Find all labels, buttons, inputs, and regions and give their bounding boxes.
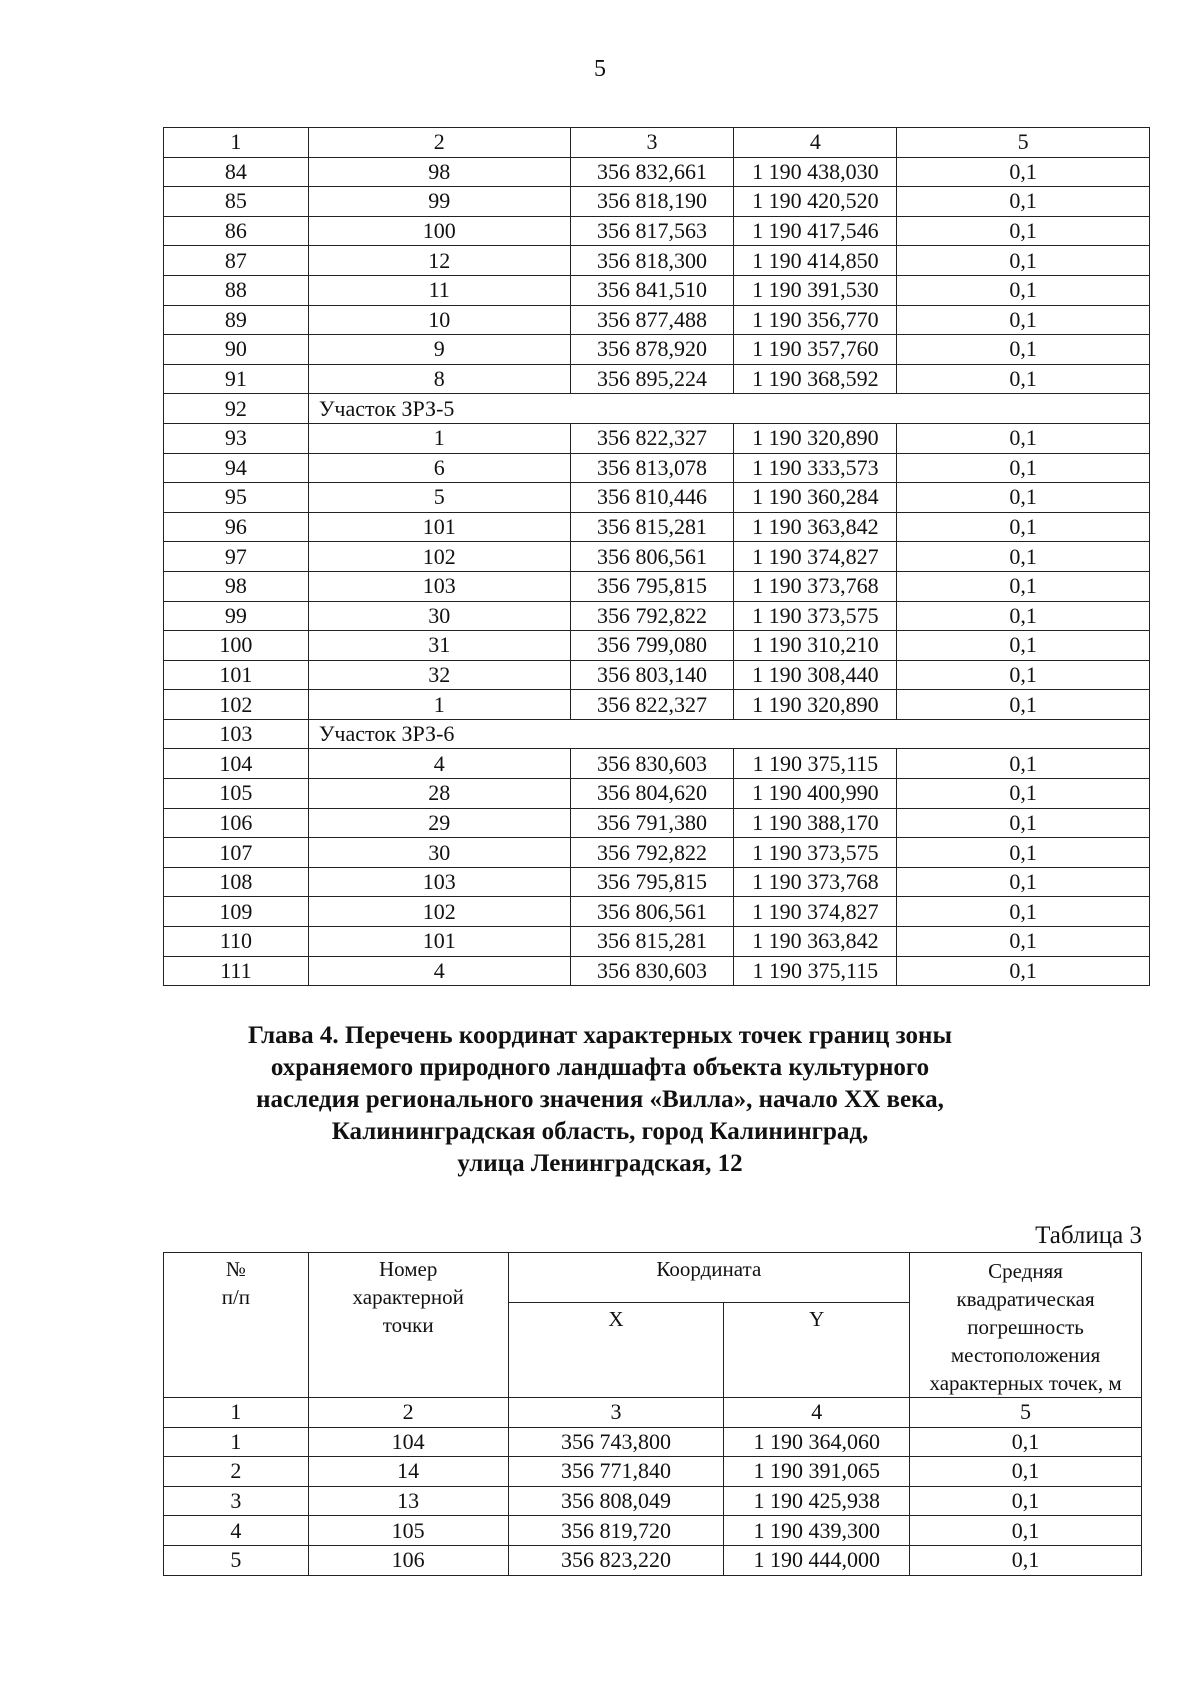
heading-line: охраняемого природного ландшафта объекта культурного: [270, 1054, 930, 1081]
header-error-line: местоположения: [950, 1343, 1101, 1367]
index-cell: 4: [724, 1398, 910, 1428]
table-cell: 108: [164, 867, 309, 897]
header-error-line: квадратическая: [956, 1287, 1095, 1311]
header-error-cell: [910, 1253, 1142, 1398]
table-cell: 1 190 368,592: [734, 364, 897, 394]
table-cell: 0,1: [897, 867, 1150, 897]
table-cell: 98: [308, 157, 570, 187]
table-cell: 1 190 438,030: [734, 157, 897, 187]
page-number: 5: [594, 56, 606, 82]
table-cell: 13: [308, 1486, 508, 1516]
table-cell: 0,1: [897, 897, 1150, 927]
table-cell: 1 190 320,890: [734, 690, 897, 720]
table-cell: 1 190 373,768: [734, 867, 897, 897]
table-cell: 92: [164, 394, 309, 424]
table-cell: 85: [164, 187, 309, 217]
table-cell: 93: [164, 423, 309, 453]
table-cell: 2: [308, 128, 570, 158]
table-cell: 356 818,300: [570, 246, 734, 276]
table-cell: 5: [164, 1545, 309, 1575]
table-cell: 100: [164, 631, 309, 661]
table-row: [164, 275, 1150, 305]
index-cell: 1: [164, 1398, 309, 1428]
table-cell: 0,1: [897, 927, 1150, 957]
table-cell: 356 878,920: [570, 335, 734, 365]
table-row: [164, 867, 1150, 897]
table-cell: 12: [308, 246, 570, 276]
table-cell: 102: [308, 542, 570, 572]
index-row: [164, 128, 1150, 158]
table-row: [164, 453, 1150, 483]
table-cell: 1: [308, 423, 570, 453]
table-cell: 101: [308, 927, 570, 957]
table-cell: 107: [164, 838, 309, 868]
coordinates-table-3: [163, 1252, 1142, 1576]
table-cell: 0,1: [910, 1545, 1142, 1575]
table-cell: 0,1: [897, 542, 1150, 572]
table-row: [164, 690, 1150, 720]
table-cell: 6: [308, 453, 570, 483]
table-cell: 94: [164, 453, 309, 483]
table-cell: 356 799,080: [570, 631, 734, 661]
header-point-cell: [308, 1253, 508, 1398]
index-cell: 3: [508, 1398, 724, 1428]
table-cell: 0,1: [897, 631, 1150, 661]
table-row: [164, 927, 1150, 957]
header-error-line: характерных точек, м: [929, 1371, 1122, 1395]
header-num-cell: [164, 1253, 309, 1398]
table-cell: 356 813,078: [570, 453, 734, 483]
table-cell: 356 791,380: [570, 808, 734, 838]
table-cell: 1 190 391,530: [734, 275, 897, 305]
table-row: [164, 246, 1150, 276]
table-cell: 5: [308, 483, 570, 513]
table-cell: 102: [164, 690, 309, 720]
table-row: [164, 779, 1150, 809]
table-row: [164, 157, 1150, 187]
section-row: [164, 394, 1150, 424]
table-cell: 0,1: [910, 1516, 1142, 1546]
table-row: [164, 1486, 1142, 1516]
table-cell: 0,1: [897, 305, 1150, 335]
table-cell: 1 190 444,000: [724, 1545, 910, 1575]
table-cell: 88: [164, 275, 309, 305]
table-cell: 90: [164, 335, 309, 365]
table-row: [164, 660, 1150, 690]
table-cell: 0,1: [897, 364, 1150, 394]
table-cell: 102: [308, 897, 570, 927]
table-cell: 356 815,281: [570, 512, 734, 542]
table-cell: 0,1: [897, 690, 1150, 720]
table-cell: 0,1: [897, 246, 1150, 276]
table-cell: 0,1: [910, 1457, 1142, 1487]
table-cell: 356 877,488: [570, 305, 734, 335]
table-cell: 1 190 363,842: [734, 927, 897, 957]
table-cell: 356 771,840: [508, 1457, 724, 1487]
table-cell: 29: [308, 808, 570, 838]
index-cell: 2: [308, 1398, 508, 1428]
table-cell: 356 810,446: [570, 483, 734, 513]
table-cell: 356 823,220: [508, 1545, 724, 1575]
table-row: [164, 423, 1150, 453]
table-cell: 9: [308, 335, 570, 365]
table-cell: 4: [164, 1516, 309, 1546]
table-row: [164, 571, 1150, 601]
table-cell: 356 795,815: [570, 867, 734, 897]
table-row: [164, 187, 1150, 217]
index-cell: 5: [910, 1398, 1142, 1428]
table-row: [164, 305, 1150, 335]
table-cell: 84: [164, 157, 309, 187]
table-cell: 0,1: [897, 838, 1150, 868]
table-cell: 100: [308, 216, 570, 246]
table-cell: 103: [308, 571, 570, 601]
table-cell: 1: [308, 690, 570, 720]
table-row: [164, 601, 1150, 631]
table-cell: 4: [308, 749, 570, 779]
table-cell: 10: [308, 305, 570, 335]
table-cell: 0,1: [910, 1486, 1142, 1516]
header-point-line: точки: [382, 1313, 434, 1337]
table-cell: 356 804,620: [570, 779, 734, 809]
table-cell: 1 190 417,546: [734, 216, 897, 246]
heading-line: наследия регионального значения «Вилла», начало XX века,: [256, 1086, 944, 1113]
header-point-line: характерной: [352, 1285, 464, 1309]
table-row: [164, 364, 1150, 394]
table-cell: 1 190 391,065: [724, 1457, 910, 1487]
table-cell: 0,1: [897, 423, 1150, 453]
table-cell: 0,1: [897, 779, 1150, 809]
table-row: [164, 542, 1150, 572]
table-cell: 356 822,327: [570, 423, 734, 453]
table-cell: 4: [734, 128, 897, 158]
coordinates-table-continued: [163, 127, 1150, 986]
table-row: [164, 512, 1150, 542]
table-cell: 0,1: [897, 275, 1150, 305]
table-row: [164, 1516, 1142, 1546]
table-cell: 0,1: [910, 1427, 1142, 1457]
table-cell: 99: [164, 601, 309, 631]
table-cell: 1 190 414,850: [734, 246, 897, 276]
table-cell: 1 190 373,768: [734, 571, 897, 601]
table-cell: 31: [308, 631, 570, 661]
table-cell: 1 190 373,575: [734, 601, 897, 631]
table-cell: 356 792,822: [570, 838, 734, 868]
table-row: [164, 897, 1150, 927]
table-cell: 87: [164, 246, 309, 276]
table-cell: 8: [308, 364, 570, 394]
table-cell: 30: [308, 838, 570, 868]
table-cell: 1: [164, 1427, 309, 1457]
section-label: Участок ЗРЗ-6: [308, 719, 1149, 749]
table-row: [164, 1427, 1142, 1457]
table-cell: 356 818,190: [570, 187, 734, 217]
header-error-line: погрешность: [967, 1315, 1084, 1339]
table-cell: 1 190 364,060: [724, 1427, 910, 1457]
header-error-line: Средняя: [988, 1259, 1063, 1283]
table-cell: 0,1: [897, 601, 1150, 631]
table-cell: 356 830,603: [570, 749, 734, 779]
table-cell: 356 832,661: [570, 157, 734, 187]
table-cell: 0,1: [897, 187, 1150, 217]
index-row: [164, 1398, 1142, 1428]
table-cell: 106: [164, 808, 309, 838]
table-cell: 356 806,561: [570, 897, 734, 927]
table-cell: 1 190 420,520: [734, 187, 897, 217]
table-cell: 91: [164, 364, 309, 394]
table-cell: 86: [164, 216, 309, 246]
header-x-cell: X: [508, 1303, 724, 1398]
table-row: [164, 808, 1150, 838]
table-cell: 14: [308, 1457, 508, 1487]
table-cell: 104: [164, 749, 309, 779]
table-cell: 101: [308, 512, 570, 542]
table-cell: 356 808,049: [508, 1486, 724, 1516]
table-cell: 356 815,281: [570, 927, 734, 957]
table-cell: 105: [308, 1516, 508, 1546]
table-cell: 1 190 320,890: [734, 423, 897, 453]
table-cell: 1 190 375,115: [734, 749, 897, 779]
table-row: [164, 838, 1150, 868]
table-cell: 110: [164, 927, 309, 957]
table-cell: 109: [164, 897, 309, 927]
heading-line: Калининградская область, город Калининград,: [331, 1118, 869, 1145]
table-cell: 4: [308, 956, 570, 986]
table-row: [164, 216, 1150, 246]
table-cell: 95: [164, 483, 309, 513]
table-row: [164, 956, 1150, 986]
table-cell: 28: [308, 779, 570, 809]
table-cell: 103: [308, 867, 570, 897]
table-cell: 1 190 363,842: [734, 512, 897, 542]
table-cell: 0,1: [897, 453, 1150, 483]
section-row: [164, 719, 1150, 749]
table-cell: 1 190 360,284: [734, 483, 897, 513]
table-row: [164, 1457, 1142, 1487]
table-cell: 104: [308, 1427, 508, 1457]
table-row: [164, 631, 1150, 661]
table-cell: 89: [164, 305, 309, 335]
table-cell: 99: [308, 187, 570, 217]
header-y-cell: Y: [724, 1303, 910, 1398]
table-cell: 356 822,327: [570, 690, 734, 720]
table-cell: 0,1: [897, 956, 1150, 986]
table-cell: 30: [308, 601, 570, 631]
table-cell: 106: [308, 1545, 508, 1575]
table-row: [164, 483, 1150, 513]
table-cell: 1 190 375,115: [734, 956, 897, 986]
table-row: [164, 335, 1150, 365]
table-cell: 1 190 310,210: [734, 631, 897, 661]
table-cell: 356 817,563: [570, 216, 734, 246]
table-cell: 0,1: [897, 808, 1150, 838]
table-cell: 32: [308, 660, 570, 690]
table-row: [164, 1545, 1142, 1575]
section-label: Участок ЗРЗ-5: [308, 394, 1149, 424]
table-cell: 356 819,720: [508, 1516, 724, 1546]
table-cell: 0,1: [897, 483, 1150, 513]
table-cell: 0,1: [897, 660, 1150, 690]
table-cell: 1 190 400,990: [734, 779, 897, 809]
table-cell: 1 190 374,827: [734, 542, 897, 572]
table-cell: 0,1: [897, 512, 1150, 542]
table-cell: 96: [164, 512, 309, 542]
table-cell: 356 806,561: [570, 542, 734, 572]
table-caption: Таблица 3: [1035, 1222, 1142, 1249]
table-cell: 356 841,510: [570, 275, 734, 305]
heading-line: Глава 4. Перечень координат характерных точек границ зоны: [248, 1022, 952, 1049]
table-cell: 1 190 388,170: [734, 808, 897, 838]
table-cell: 105: [164, 779, 309, 809]
table-cell: 356 795,815: [570, 571, 734, 601]
table-row: [164, 749, 1150, 779]
header-coordinate-cell: Координата: [508, 1253, 910, 1303]
table-cell: 1 190 308,440: [734, 660, 897, 690]
table-cell: 98: [164, 571, 309, 601]
table-cell: 0,1: [897, 749, 1150, 779]
table-cell: 356 743,800: [508, 1427, 724, 1457]
table-cell: 0,1: [897, 216, 1150, 246]
table-cell: 356 803,140: [570, 660, 734, 690]
table-cell: 1 190 439,300: [724, 1516, 910, 1546]
header-num-line: №: [225, 1257, 246, 1281]
table-cell: 1 190 373,575: [734, 838, 897, 868]
table-cell: 356 830,603: [570, 956, 734, 986]
table-cell: 1 190 356,770: [734, 305, 897, 335]
table-cell: 101: [164, 660, 309, 690]
table-cell: 0,1: [897, 571, 1150, 601]
header-num-line: п/п: [221, 1285, 251, 1309]
table-cell: 1: [164, 128, 309, 158]
table-cell: 1 190 374,827: [734, 897, 897, 927]
table-cell: 1 190 333,573: [734, 453, 897, 483]
table-cell: 3: [570, 128, 734, 158]
heading-line: улица Ленинградская, 12: [457, 1150, 743, 1177]
table-cell: 5: [897, 128, 1150, 158]
table-cell: 97: [164, 542, 309, 572]
table-cell: 11: [308, 275, 570, 305]
table-cell: 111: [164, 956, 309, 986]
table-cell: 1 190 425,938: [724, 1486, 910, 1516]
table-cell: 1 190 357,760: [734, 335, 897, 365]
table-cell: 356 792,822: [570, 601, 734, 631]
table-cell: 0,1: [897, 335, 1150, 365]
table-cell: 356 895,224: [570, 364, 734, 394]
table-cell: 0,1: [897, 157, 1150, 187]
table-cell: 103: [164, 719, 309, 749]
table-cell: 3: [164, 1486, 309, 1516]
chapter-heading: [150, 1020, 1050, 1180]
table-cell: 2: [164, 1457, 309, 1487]
header-point-line: Номер: [378, 1257, 438, 1281]
